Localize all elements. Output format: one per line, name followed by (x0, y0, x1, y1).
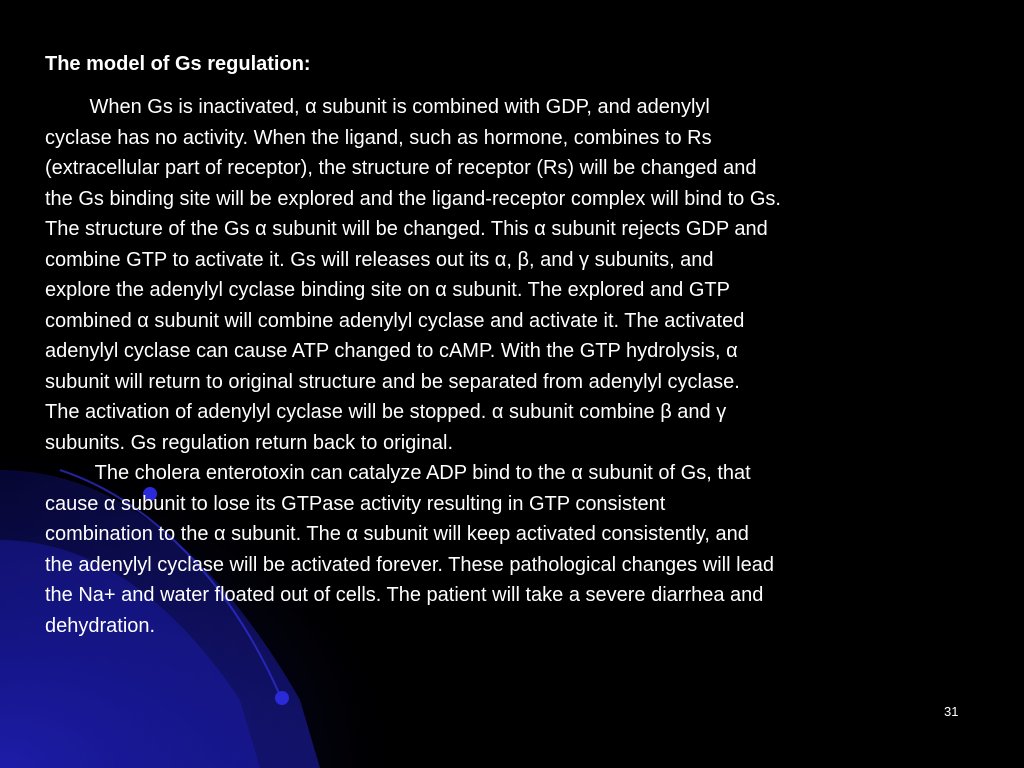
text-line: adenylyl cyclase can cause ATP changed to cAMP. With the GTP hydrolysis, α (45, 340, 738, 362)
text-line: combined α subunit will combine adenylyl cyclase and activate it. The activated (45, 309, 745, 332)
text-line: the Gs binding site will be explored and the ligand-receptor complex will bind to Gs. (45, 187, 781, 210)
text-line: The structure of the Gs α subunit will be changed. This α subunit rejects GDP and (45, 218, 768, 240)
text-line: subunits. Gs regulation return back to original. (45, 431, 453, 454)
paragraph-gs-regulation (45, 92, 995, 458)
slide-content (45, 49, 995, 641)
text-line: (extracellular part of receptor), the structure of receptor (Rs) will be changed and (45, 157, 757, 179)
text-line: When Gs is inactivated, α subunit is combined with GDP, and adenylyl (45, 96, 710, 118)
text-line: explore the adenylyl cyclase binding site on α subunit. The explored and GTP (45, 279, 730, 301)
text-line: The cholera enterotoxin can catalyze ADP bind to the α subunit of Gs, that (45, 462, 751, 484)
text-line: combine GTP to activate it. Gs will releases out its α, β, and γ subunits, and (45, 248, 714, 271)
text-line: the adenylyl cyclase will be activated forever. These pathological changes will lead (45, 553, 774, 576)
text-line: subunit will return to original structure and be separated from adenylyl cyclase. (45, 370, 740, 393)
paragraph-cholera-toxin (45, 458, 995, 641)
text-line: the Na+ and water floated out of cells. The patient will take a severe diarrhea and (45, 584, 764, 606)
text-line: cause α subunit to lose its GTPase activity resulting in GTP consistent (45, 492, 666, 515)
slide-title: The model of Gs regulation: (45, 53, 311, 75)
text-line: combination to the α subunit. The α subunit will keep activated consistently, and (45, 523, 749, 545)
text-line: The activation of adenylyl cyclase will be stopped. α subunit combine β and γ (45, 401, 727, 423)
text-line: dehydration. (45, 614, 156, 637)
page-number: 31 (944, 704, 959, 719)
text-line: cyclase has no activity. When the ligand, such as hormone, combines to Rs (45, 126, 712, 149)
